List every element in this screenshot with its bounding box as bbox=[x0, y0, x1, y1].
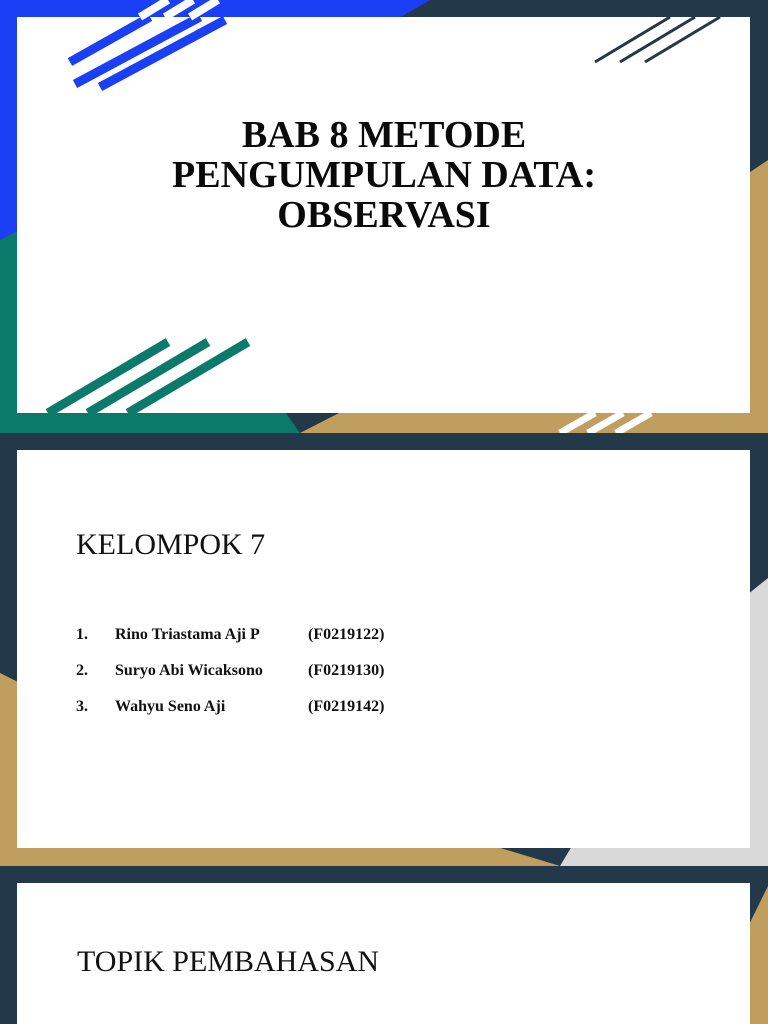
topic-heading: TOPIK PEMBAHASAN bbox=[77, 945, 379, 978]
list-item bbox=[76, 662, 384, 698]
navy-stripes bbox=[595, 17, 720, 62]
list-item bbox=[76, 626, 384, 662]
title-slide bbox=[0, 0, 768, 433]
member-number: 2. bbox=[76, 662, 88, 679]
slide-title bbox=[0, 115, 768, 235]
member-number: 3. bbox=[76, 698, 88, 715]
title-line: OBSERVASI bbox=[277, 194, 491, 236]
member-name: Wahyu Seno Aji bbox=[115, 698, 226, 715]
blue-stripes bbox=[70, 17, 225, 87]
list-item bbox=[76, 698, 384, 734]
white-stripes-bottom bbox=[560, 413, 651, 433]
member-name: Rino Triastama Aji P bbox=[115, 626, 260, 643]
group-slide bbox=[0, 433, 768, 866]
member-name: Suryo Abi Wicaksono bbox=[115, 662, 263, 679]
topic-slide bbox=[0, 866, 768, 1024]
member-id: (F0219142) bbox=[308, 698, 385, 715]
title-line: PENGUMPULAN DATA: bbox=[172, 154, 596, 196]
member-id: (F0219122) bbox=[308, 626, 385, 643]
member-list bbox=[76, 626, 384, 734]
title-line: BAB 8 METODE bbox=[241, 114, 527, 156]
member-id: (F0219130) bbox=[308, 662, 385, 679]
member-number: 1. bbox=[76, 626, 88, 643]
white-stripes-top bbox=[140, 0, 218, 17]
teal-stripes bbox=[48, 342, 248, 413]
group-heading: KELOMPOK 7 bbox=[76, 528, 266, 561]
topic-card bbox=[17, 883, 750, 1024]
group-card bbox=[17, 450, 750, 848]
